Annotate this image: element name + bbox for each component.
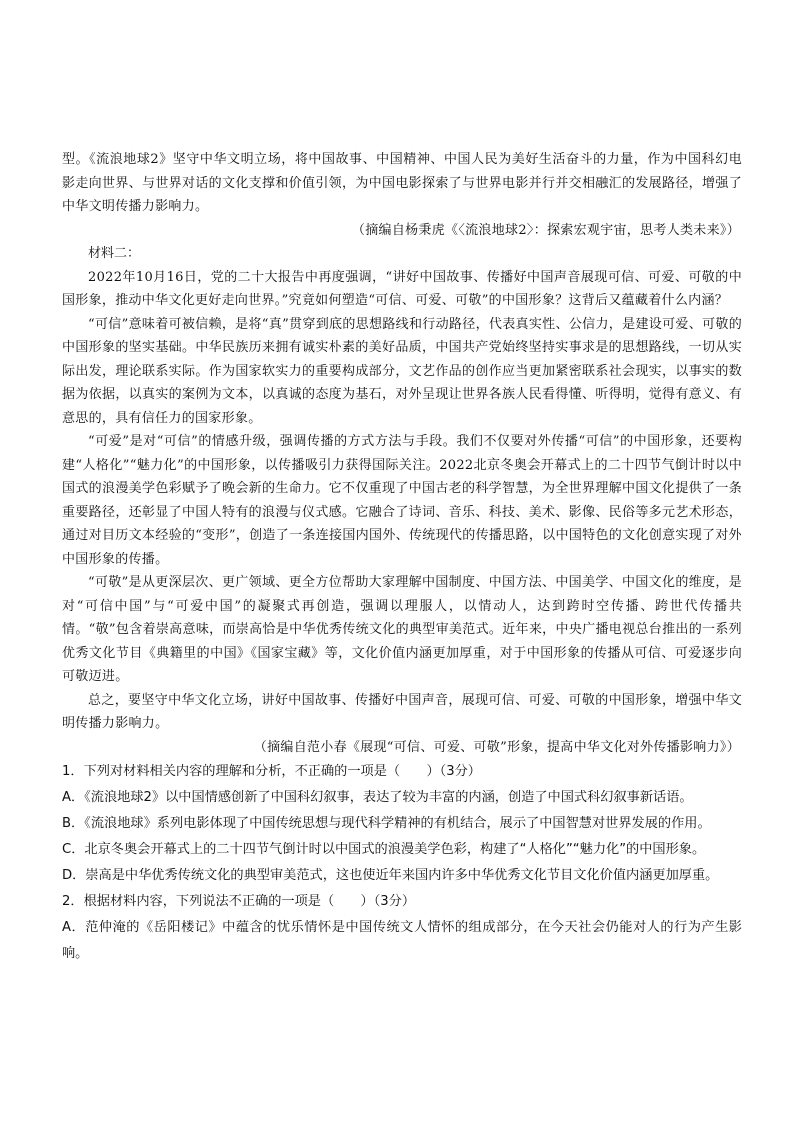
passage-paragraph: “可爱”是对“可信”的情感升级，强调传播的方式方法与手段。我们不仅要对外传播“可信”的中国形象，还要构建“人格化”“魅力化”的中国形象，以传播吸引力获得国际关注。2022北京冬奥会开幕式上的二十四节气倒计时以中国式的浪漫美学色彩赋予了晚会新的生命力。它不仅重现了中国古老的科学智慧，为全世界理解中国文化提供了一条重要路径，还彰显了中国人特有的浪漫与仪式感。它融合了诗词、音乐、科技、美术、影像、民俗等多元艺术形态，通过对目历文本经验的“变形”，创造了一条连接国内国外、传统现代的传播思路，以中国特色的文化创意实现了对外中国形象的传播。	[62, 434, 742, 567]
source-citation: （摘编自范小春《展现“可信、可爱、可敬”形象，提高中华文化对外传播影响力》）	[253, 739, 740, 755]
question-option: A．《流浪地球2》以中国情感创新了中国科幻叙事，表达了较为丰富的内涵，创造了中国式科幻叙事新话语。	[62, 790, 693, 805]
question-2	[62, 889, 742, 967]
question-option: C．北京冬奥会开幕式上的二十四节气倒计时以中国式的浪漫美学色彩，构建了“人格化”“魅力化”的中国形象。	[62, 842, 706, 857]
question-option: A．范仲淹的《岳阳楼记》中蕴含的忧乐情怀是中国传统文人情怀的组成部分，在今天社会仍能对人的行为产生影响。	[62, 920, 742, 961]
passage-paragraph: 总之，要坚守中华文化立场，讲好中国故事、传播好中国声音，展现可信、可爱、可敬的中国形象，增强中华文明传播力影响力。	[62, 692, 742, 731]
question-option: B．《流浪地球》系列电影体现了中国传统思想与现代科学精神的有机结合，展示了中国智慧对世界发展的作用。	[62, 816, 711, 831]
question-stem: 2．根据材料内容，下列说法不正确的一项是（ ）（3分）	[62, 894, 416, 909]
passage-paragraph: 型。《流浪地球2》坚守中华文明立场，将中国故事、中国精神、中国人民为美好生活奋斗的力量，作为中国科幻电影走向世界、与世界对话的文化支撑和价值引领，为中国电影探索了与世界电影并行并交相融汇的发展路径，增强了中华文明传播力影响力。	[62, 152, 742, 214]
material-label: 材料二：	[88, 246, 141, 261]
passage-paragraph: “可信”意味着可被信赖，是将“真”贯穿到底的思想路线和行动路径，代表真实性、公信力，是建设可爱、可敬的中国形象的坚实基础。中华民族历来拥有诚实朴素的美好品质，中国共产党始终坚持实事求是的思想路线，一切从实际出发，理论联系实际。作为国家软实力的重要构成部分，文艺作品的创作应当更加紧密联系社会现实，以事实的数据为依据，以真实的案例为文本，以真诚的态度为基石，对外呈现让世界各族人民看得懂、听得明，觉得有意义、有意思的，具有信任力的国家形象。	[62, 316, 742, 426]
source-citation: （摘编自杨秉虎《〈流浪地球2〉：探索宏观宇宙，思考人类未来》）	[351, 222, 740, 238]
document-body	[62, 148, 742, 967]
passage-paragraph: 2022年10月16日，党的二十大报告中再度强调，“讲好中国故事、传播好中国声音展现可信、可爱、可敬的中国形象，推动中华文化更好走向世界。”究竟如何塑造“可信、可爱、可敬”的中国形象？这背后又蕴藏着什么内涵？	[62, 269, 742, 308]
question-option: D．崇高是中华优秀传统文化的典型审美范式，这也使近年来国内许多中华优秀文化节目文化价值内涵更加厚重。	[62, 868, 719, 883]
question-stem: 1．下列对材料相关内容的理解和分析，不正确的一项是（ ）（3分）	[62, 764, 481, 779]
question-1	[62, 759, 742, 889]
passage-paragraph: “可敬”是从更深层次、更广领域、更全方位帮助大家理解中国制度、中国方法、中国美学、中国文化的维度，是对“可信中国”与“可爱中国”的凝聚式再创造，强调以理服人，以情动人，达到跨时空传播、跨世代传播共情。“敬”包含着崇高意味，而崇高恰是中华优秀传统文化的典型审美范式。近年来，中央广播电视总台推出的一系列优秀文化节目《典籍里的中国》《国家宝藏》等，文化价值内涵更加厚重，对于中国形象的传播从可信、可爱逐步向可敬迈进。	[62, 575, 742, 684]
